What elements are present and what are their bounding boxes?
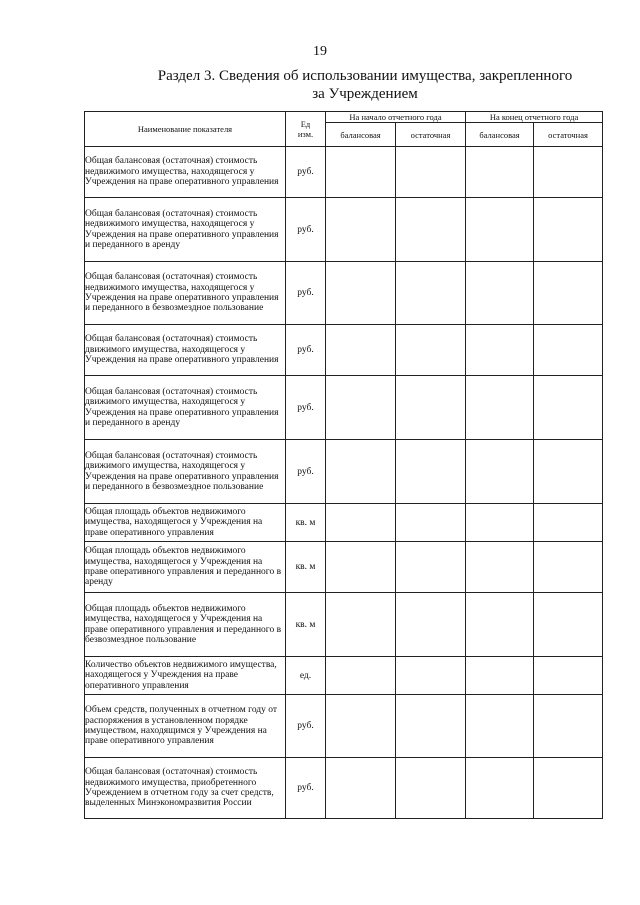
- indicator-cell: Общая площадь объектов недвижимого имущества, находящегося у Учреждения на праве оперативного управления и переданного в аренду: [85, 542, 286, 593]
- unit-cell: ед.: [286, 657, 326, 695]
- table-row: [85, 657, 603, 695]
- balance-end-cell[interactable]: [466, 657, 534, 695]
- balance-start-cell[interactable]: [326, 542, 396, 593]
- section-title: [150, 67, 580, 103]
- residual-start-cell[interactable]: [396, 593, 466, 657]
- indicator-cell: Общая балансовая (остаточная) стоимость недвижимого имущества, находящегося у Учреждения на праве оперативного управления: [85, 147, 286, 198]
- residual-start-cell[interactable]: [396, 325, 466, 376]
- table-row: [85, 542, 603, 593]
- balance-start-cell[interactable]: [326, 695, 396, 758]
- residual-end-cell[interactable]: [534, 593, 603, 657]
- residual-end-cell[interactable]: [534, 758, 603, 819]
- header-period-start: На начало отчетного года: [326, 112, 466, 123]
- header-unit: [286, 112, 326, 147]
- residual-end-cell[interactable]: [534, 325, 603, 376]
- unit-cell: руб.: [286, 198, 326, 262]
- unit-cell: руб.: [286, 440, 326, 504]
- residual-end-cell[interactable]: [534, 198, 603, 262]
- residual-start-cell[interactable]: [396, 147, 466, 198]
- unit-cell: кв. м: [286, 593, 326, 657]
- table-row: [85, 325, 603, 376]
- indicator-cell: Общая балансовая (остаточная) стоимость движимого имущества, находящегося у Учреждения на праве оперативного управления: [85, 325, 286, 376]
- header-balance-start: балансовая: [326, 123, 396, 147]
- header-indicator: Наименование показателя: [85, 112, 286, 147]
- residual-start-cell[interactable]: [396, 262, 466, 325]
- balance-end-cell[interactable]: [466, 262, 534, 325]
- table-row: [85, 147, 603, 198]
- balance-end-cell[interactable]: [466, 542, 534, 593]
- balance-end-cell[interactable]: [466, 695, 534, 758]
- residual-start-cell[interactable]: [396, 198, 466, 262]
- balance-end-cell[interactable]: [466, 440, 534, 504]
- table-body: [85, 147, 603, 819]
- indicator-cell: Объем средств, полученных в отчетном году от распоряжения в установленном порядке имуществом, находящимся у Учреждения на праве оперативного управления: [85, 695, 286, 758]
- unit-cell: руб.: [286, 758, 326, 819]
- residual-end-cell[interactable]: [534, 147, 603, 198]
- table-row: [85, 758, 603, 819]
- residual-start-cell[interactable]: [396, 440, 466, 504]
- residual-start-cell[interactable]: [396, 376, 466, 440]
- unit-cell: кв. м: [286, 542, 326, 593]
- table-row: [85, 504, 603, 542]
- balance-start-cell[interactable]: [326, 504, 396, 542]
- balance-start-cell[interactable]: [326, 758, 396, 819]
- indicator-cell: Общая балансовая (остаточная) стоимость движимого имущества, находящегося у Учреждения на праве оперативного управления и переданного в безвозмездное пользование: [85, 440, 286, 504]
- table-row: [85, 593, 603, 657]
- balance-end-cell[interactable]: [466, 758, 534, 819]
- indicator-cell: Общая балансовая (остаточная) стоимость недвижимого имущества, приобретенного Учреждением в отчетном году за счет средств, выделенных Минэкономразвития России: [85, 758, 286, 819]
- header-residual-end: остаточная: [534, 123, 603, 147]
- residual-end-cell[interactable]: [534, 504, 603, 542]
- balance-start-cell[interactable]: [326, 440, 396, 504]
- residual-start-cell[interactable]: [396, 504, 466, 542]
- residual-start-cell[interactable]: [396, 657, 466, 695]
- residual-end-cell[interactable]: [534, 376, 603, 440]
- balance-end-cell[interactable]: [466, 593, 534, 657]
- residual-end-cell[interactable]: [534, 262, 603, 325]
- table-row: [85, 262, 603, 325]
- header-unit-line-1: Ед: [300, 119, 311, 129]
- page-number: 19: [313, 44, 327, 59]
- balance-end-cell[interactable]: [466, 198, 534, 262]
- unit-cell: руб.: [286, 695, 326, 758]
- residual-end-cell[interactable]: [534, 657, 603, 695]
- indicator-cell: Общая площадь объектов недвижимого имущества, находящегося у Учреждения на праве оперативного управления: [85, 504, 286, 542]
- residual-start-cell[interactable]: [396, 758, 466, 819]
- balance-start-cell[interactable]: [326, 147, 396, 198]
- header-residual-start: остаточная: [396, 123, 466, 147]
- residual-start-cell[interactable]: [396, 695, 466, 758]
- balance-start-cell[interactable]: [326, 262, 396, 325]
- table-row: [85, 695, 603, 758]
- table-row: [85, 198, 603, 262]
- table-row: [85, 376, 603, 440]
- header-period-end: На конец отчетного года: [466, 112, 603, 123]
- section-title-line-2: за Учреждением: [312, 86, 418, 102]
- indicator-cell: Общая площадь объектов недвижимого имущества, находящегося у Учреждения на праве оперативного управления и переданного в безвозмездное пользование: [85, 593, 286, 657]
- balance-end-cell[interactable]: [466, 325, 534, 376]
- residual-start-cell[interactable]: [396, 542, 466, 593]
- indicator-cell: Общая балансовая (остаточная) стоимость недвижимого имущества, находящегося у Учреждения на праве оперативного управления и переданного в аренду: [85, 198, 286, 262]
- balance-start-cell[interactable]: [326, 376, 396, 440]
- balance-start-cell[interactable]: [326, 657, 396, 695]
- balance-start-cell[interactable]: [326, 593, 396, 657]
- unit-cell: руб.: [286, 376, 326, 440]
- section-title-line-1: Раздел 3. Сведения об использовании имущества, закрепленного: [157, 68, 573, 84]
- unit-cell: руб.: [286, 325, 326, 376]
- property-usage-table: [84, 111, 603, 819]
- residual-end-cell[interactable]: [534, 542, 603, 593]
- balance-end-cell[interactable]: [466, 147, 534, 198]
- residual-end-cell[interactable]: [534, 440, 603, 504]
- balance-end-cell[interactable]: [466, 376, 534, 440]
- indicator-cell: Общая балансовая (остаточная) стоимость движимого имущества, находящегося у Учреждения на праве оперативного управления и переданного в аренду: [85, 376, 286, 440]
- unit-cell: руб.: [286, 147, 326, 198]
- header-unit-line-2: изм.: [297, 129, 314, 139]
- balance-start-cell[interactable]: [326, 198, 396, 262]
- unit-cell: кв. м: [286, 504, 326, 542]
- indicator-cell: Количество объектов недвижимого имущества, находящегося у Учреждения на праве оперативного управления: [85, 657, 286, 695]
- indicator-cell: Общая балансовая (остаточная) стоимость недвижимого имущества, находящегося у Учреждения на праве оперативного управления и переданного в безвозмездное пользование: [85, 262, 286, 325]
- balance-start-cell[interactable]: [326, 325, 396, 376]
- header-balance-end: балансовая: [466, 123, 534, 147]
- unit-cell: руб.: [286, 262, 326, 325]
- balance-end-cell[interactable]: [466, 504, 534, 542]
- table-row: [85, 440, 603, 504]
- residual-end-cell[interactable]: [534, 695, 603, 758]
